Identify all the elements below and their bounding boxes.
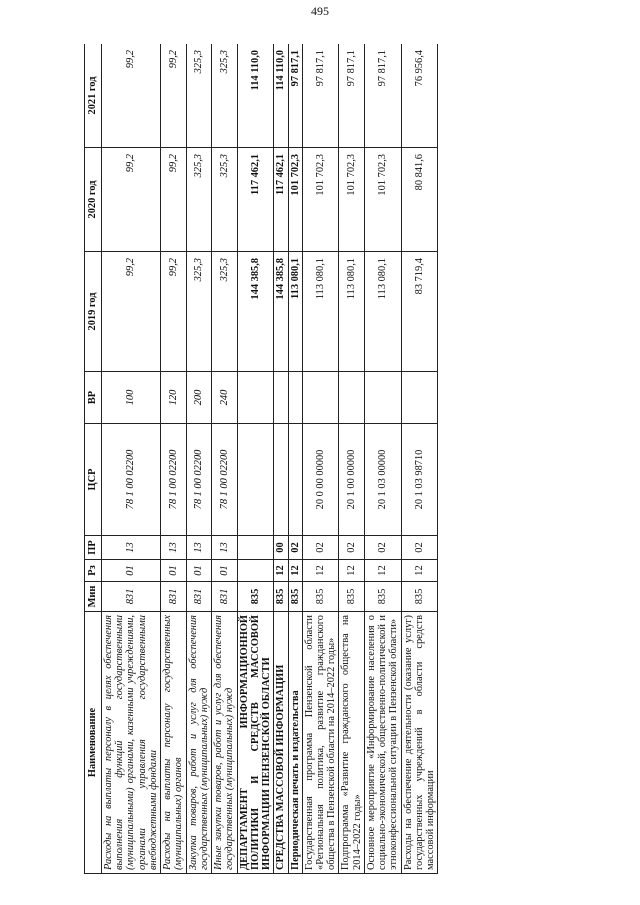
cell-pr: 13 bbox=[212, 536, 237, 560]
cell-2021: 99,2 bbox=[102, 44, 161, 148]
cell-pr: 13 bbox=[161, 536, 186, 560]
cell-csr bbox=[288, 424, 302, 536]
cell-min: 835 bbox=[274, 582, 288, 612]
cell-name: СРЕДСТВА МАССОВОЙ ИНФОРМАЦИИ bbox=[274, 612, 288, 874]
cell-name: Расходы на обеспечение деятельности (оказание услуг) государственных учреждений в области средств массовой информации bbox=[401, 612, 438, 874]
cell-csr bbox=[274, 424, 288, 536]
cell-pr: 02 bbox=[302, 536, 339, 560]
header-csr: ЦСР bbox=[85, 424, 102, 536]
cell-vr bbox=[274, 372, 288, 424]
cell-min: 831 bbox=[102, 582, 161, 612]
cell-vr bbox=[339, 372, 364, 424]
budget-table-container bbox=[84, 44, 554, 874]
cell-vr: 200 bbox=[186, 372, 211, 424]
cell-min: 835 bbox=[237, 582, 274, 612]
cell-min: 835 bbox=[288, 582, 302, 612]
cell-2020: 99,2 bbox=[161, 148, 186, 252]
cell-name: Периодическая печать и издательства bbox=[288, 612, 302, 874]
cell-2021: 97 817,1 bbox=[364, 44, 401, 148]
header-rz: Рз bbox=[85, 560, 102, 582]
header-2020: 2020 год bbox=[85, 148, 102, 252]
header-2019: 2019 год bbox=[85, 252, 102, 372]
header-vr: ВР bbox=[85, 372, 102, 424]
table-row bbox=[339, 44, 364, 874]
cell-pr: 13 bbox=[102, 536, 161, 560]
cell-name: ДЕПАРТАМЕНТ ИНФОРМАЦИОННОЙ ПОЛИТИКИ И СРЕДСТВ МАССОВОЙ ИНФОРМАЦИИ ПЕНЗЕНСКОЙ ОБЛАСТИ bbox=[237, 612, 274, 874]
rotated-table-area bbox=[84, 44, 554, 874]
cell-2019: 99,2 bbox=[102, 252, 161, 372]
cell-name: Подпрограмма «Развитие гражданского общества на 2014–2022 годы» bbox=[339, 612, 364, 874]
cell-csr bbox=[237, 424, 274, 536]
cell-rz: 12 bbox=[364, 560, 401, 582]
cell-vr bbox=[288, 372, 302, 424]
table-row bbox=[161, 44, 186, 874]
cell-csr: 78 1 00 02200 bbox=[161, 424, 186, 536]
table-row bbox=[288, 44, 302, 874]
cell-vr bbox=[237, 372, 274, 424]
cell-2020: 101 702,3 bbox=[302, 148, 339, 252]
cell-vr bbox=[401, 372, 438, 424]
cell-2021: 325,3 bbox=[212, 44, 237, 148]
cell-min: 835 bbox=[302, 582, 339, 612]
cell-min: 831 bbox=[186, 582, 211, 612]
page-number: 495 bbox=[311, 4, 329, 18]
cell-rz: 12 bbox=[302, 560, 339, 582]
cell-2019: 113 080,1 bbox=[302, 252, 339, 372]
cell-2020: 325,3 bbox=[212, 148, 237, 252]
cell-name: Расходы на выплаты персоналу государственных (муниципальных) органов bbox=[161, 612, 186, 874]
cell-2021: 76 956,4 bbox=[401, 44, 438, 148]
cell-2021: 114 110,0 bbox=[237, 44, 274, 148]
cell-pr: 02 bbox=[401, 536, 438, 560]
cell-2020: 101 702,3 bbox=[288, 148, 302, 252]
cell-2019: 325,3 bbox=[186, 252, 211, 372]
cell-rz: 12 bbox=[339, 560, 364, 582]
cell-2021: 97 817,1 bbox=[288, 44, 302, 148]
cell-vr: 240 bbox=[212, 372, 237, 424]
cell-2020: 117 462,1 bbox=[237, 148, 274, 252]
table-row bbox=[212, 44, 237, 874]
cell-vr bbox=[302, 372, 339, 424]
cell-2021: 97 817,1 bbox=[302, 44, 339, 148]
cell-min: 835 bbox=[339, 582, 364, 612]
cell-name: Основное мероприятие «Информирование населения о социально-экономической, общественно-политической и этноконфессиональной ситуации в Пензенской области» bbox=[364, 612, 401, 874]
cell-rz: 01 bbox=[212, 560, 237, 582]
cell-2021: 325,3 bbox=[186, 44, 211, 148]
cell-pr: 02 bbox=[364, 536, 401, 560]
cell-name: Государственная программа Пензенской области «Региональная политика, развитие гражданского общества в Пензенской области на 2014–2022 годы» bbox=[302, 612, 339, 874]
budget-table bbox=[84, 44, 438, 874]
cell-csr: 78 1 00 02200 bbox=[102, 424, 161, 536]
cell-2019: 113 080,1 bbox=[364, 252, 401, 372]
cell-pr: 02 bbox=[288, 536, 302, 560]
cell-rz: 12 bbox=[274, 560, 288, 582]
cell-rz bbox=[237, 560, 274, 582]
cell-2020: 80 841,6 bbox=[401, 148, 438, 252]
header-2021: 2021 год bbox=[85, 44, 102, 148]
cell-2020: 325,3 bbox=[186, 148, 211, 252]
cell-csr: 78 1 00 02200 bbox=[212, 424, 237, 536]
cell-min: 835 bbox=[364, 582, 401, 612]
cell-2020: 101 702,3 bbox=[364, 148, 401, 252]
cell-vr: 120 bbox=[161, 372, 186, 424]
cell-rz: 12 bbox=[288, 560, 302, 582]
cell-name: Иные закупки товаров, работ и услуг для обеспечения государственных (муниципальных) нужд bbox=[212, 612, 237, 874]
cell-2019: 325,3 bbox=[212, 252, 237, 372]
header-min: Мин bbox=[85, 582, 102, 612]
cell-2019: 144 385,8 bbox=[274, 252, 288, 372]
cell-pr bbox=[237, 536, 274, 560]
table-row bbox=[237, 44, 274, 874]
cell-csr: 20 0 00 00000 bbox=[302, 424, 339, 536]
cell-2020: 101 702,3 bbox=[339, 148, 364, 252]
cell-pr: 00 bbox=[274, 536, 288, 560]
cell-pr: 02 bbox=[339, 536, 364, 560]
cell-vr bbox=[364, 372, 401, 424]
cell-rz: 01 bbox=[161, 560, 186, 582]
table-row bbox=[274, 44, 288, 874]
cell-2020: 117 462,1 bbox=[274, 148, 288, 252]
header-name: Наименование bbox=[85, 612, 102, 874]
table-row bbox=[401, 44, 438, 874]
cell-pr: 13 bbox=[186, 536, 211, 560]
table-body bbox=[102, 44, 438, 874]
cell-2019: 99,2 bbox=[161, 252, 186, 372]
cell-rz: 01 bbox=[186, 560, 211, 582]
cell-2019: 113 080,1 bbox=[288, 252, 302, 372]
cell-2019: 144 385,8 bbox=[237, 252, 274, 372]
cell-csr: 20 1 03 00000 bbox=[364, 424, 401, 536]
cell-min: 831 bbox=[161, 582, 186, 612]
cell-min: 835 bbox=[401, 582, 438, 612]
cell-name: Расходы на выплаты персоналу в целях обеспечения выполнения функций государственными (муниципальными) органами, казенными учреждениями, органами управления государственными внебюджетными фондами bbox=[102, 612, 161, 874]
cell-csr: 20 1 03 98710 bbox=[401, 424, 438, 536]
cell-rz: 01 bbox=[102, 560, 161, 582]
cell-2019: 113 080,1 bbox=[339, 252, 364, 372]
table-row bbox=[302, 44, 339, 874]
cell-rz: 12 bbox=[401, 560, 438, 582]
table-row bbox=[364, 44, 401, 874]
cell-csr: 20 1 00 00000 bbox=[339, 424, 364, 536]
cell-2021: 99,2 bbox=[161, 44, 186, 148]
cell-vr: 100 bbox=[102, 372, 161, 424]
cell-name: Закупка товаров, работ и услуг для обеспечения государственных (муниципальных) нужд bbox=[186, 612, 211, 874]
cell-min: 831 bbox=[212, 582, 237, 612]
cell-csr: 78 1 00 02200 bbox=[186, 424, 211, 536]
cell-2020: 99,2 bbox=[102, 148, 161, 252]
header-pr: ПР bbox=[85, 536, 102, 560]
table-row bbox=[186, 44, 211, 874]
cell-2021: 97 817,1 bbox=[339, 44, 364, 148]
cell-2021: 114 110,0 bbox=[274, 44, 288, 148]
cell-2019: 83 719,4 bbox=[401, 252, 438, 372]
table-row bbox=[102, 44, 161, 874]
table-header-row bbox=[85, 44, 102, 874]
